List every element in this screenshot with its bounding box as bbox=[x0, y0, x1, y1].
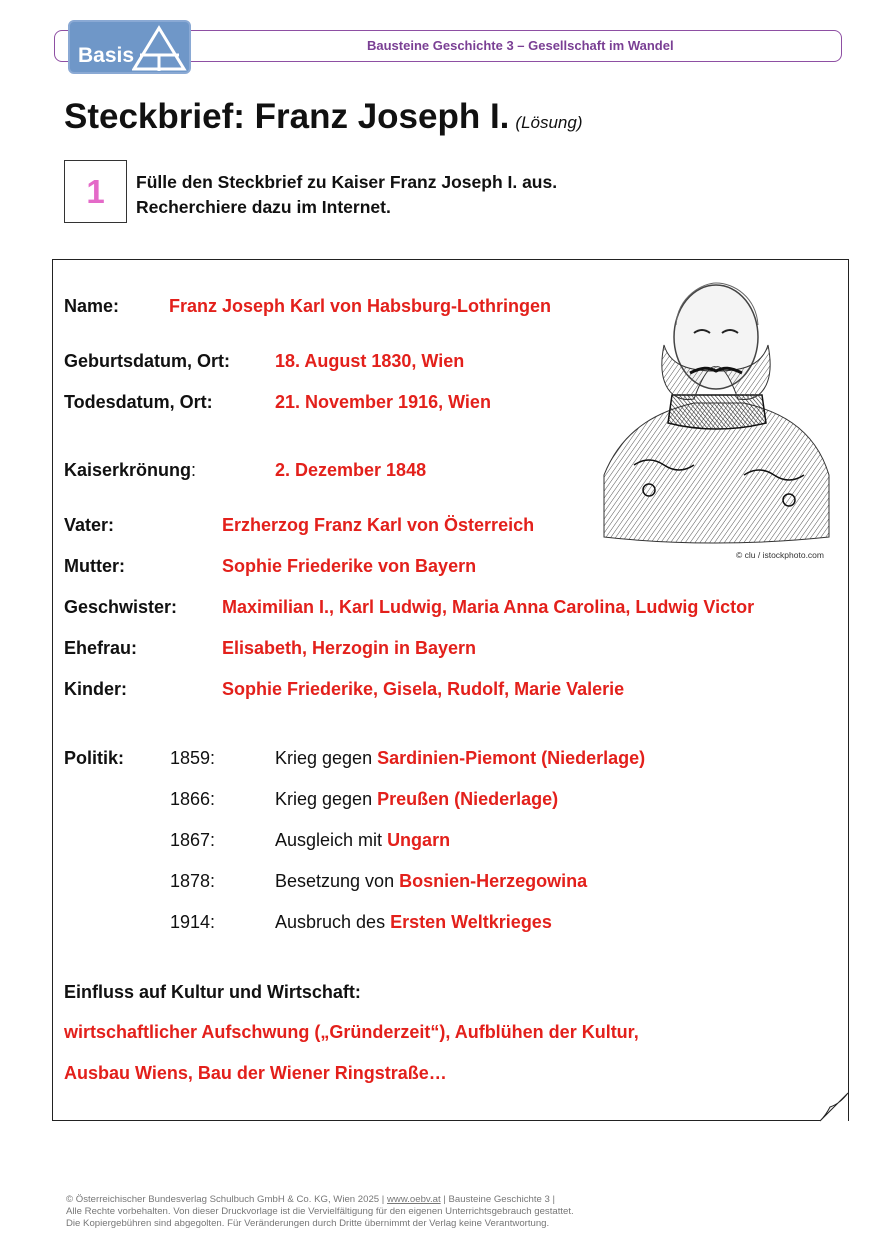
event-text: Ausgleich mit bbox=[275, 830, 383, 850]
influence-line-1: wirtschaftlicher Aufschwung („Gründerzeit“), Aufblühen der Kultur, bbox=[64, 1022, 639, 1042]
coronation-colon: : bbox=[191, 460, 197, 480]
footer-line-3: Die Kopiergebühren sind abgegolten. Für Veränderungen durch Dritte übernimmt der Verlag keine Verantwortung. bbox=[66, 1218, 550, 1229]
event-answer: Ersten Weltkrieges bbox=[390, 912, 552, 932]
basis-logo bbox=[68, 20, 191, 74]
event-year: 1866: bbox=[170, 789, 216, 809]
coronation-value: 2. Dezember 1848 bbox=[275, 460, 427, 480]
event-year: 1859: bbox=[170, 748, 216, 768]
name-label: Name: bbox=[64, 296, 120, 316]
image-credit: © clu / istockphoto.com bbox=[736, 550, 824, 560]
mother-value: Sophie Friederike von Bayern bbox=[222, 556, 477, 576]
wife-label: Ehefrau: bbox=[64, 638, 138, 658]
triangle-logo-icon bbox=[132, 25, 187, 71]
event-text: Besetzung von bbox=[275, 871, 395, 891]
event-answer: Preußen (Niederlage) bbox=[377, 789, 559, 809]
event-row bbox=[275, 748, 645, 769]
influence-line-2: Ausbau Wiens, Bau der Wiener Ringstraße… bbox=[64, 1063, 447, 1083]
birth-value: 18. August 1830, Wien bbox=[275, 351, 465, 371]
footer-series: | Bausteine Geschichte 3 | bbox=[443, 1194, 555, 1205]
task-line-1: Fülle den Steckbrief zu Kaiser Franz Joseph I. aus. bbox=[136, 172, 558, 192]
title-sub: (Lösung) bbox=[515, 113, 583, 132]
task-instruction bbox=[136, 170, 557, 220]
event-row bbox=[275, 830, 450, 851]
event-text: Krieg gegen bbox=[275, 748, 373, 768]
footer-line-1 bbox=[66, 1194, 574, 1206]
event-text: Krieg gegen bbox=[275, 789, 373, 809]
event-row bbox=[275, 912, 552, 933]
event-row bbox=[275, 871, 587, 892]
father-label: Vater: bbox=[64, 515, 115, 535]
event-year: 1878: bbox=[170, 871, 216, 891]
footer bbox=[66, 1194, 574, 1230]
portrait-franz-joseph bbox=[594, 275, 834, 545]
influence-label: Einfluss auf Kultur und Wirtschaft: bbox=[64, 982, 361, 1002]
coronation-label: Kaiserkrönung bbox=[64, 460, 192, 480]
name-value: Franz Joseph Karl von Habsburg-Lothringen bbox=[169, 296, 552, 316]
series-title: Bausteine Geschichte 3 – Gesellschaft im Wandel bbox=[367, 38, 674, 53]
task-line-2: Recherchiere dazu im Internet. bbox=[136, 197, 391, 217]
siblings-label: Geschwister: bbox=[64, 597, 178, 617]
footer-line-2: Alle Rechte vorbehalten. Von dieser Druckvorlage ist die Vervielfältigung für den eigenen Unterrichtsgebrauch gestattet. bbox=[66, 1206, 574, 1217]
event-year: 1867: bbox=[170, 830, 216, 850]
publisher-link[interactable]: www.oebv.at bbox=[386, 1194, 441, 1205]
event-year: 1914: bbox=[170, 912, 216, 932]
birth-label: Geburtsdatum, Ort: bbox=[64, 351, 231, 371]
wife-value: Elisabeth, Herzogin in Bayern bbox=[222, 638, 477, 658]
title-main: Steckbrief: Franz Joseph I. bbox=[64, 97, 510, 136]
death-label: Todesdatum, Ort: bbox=[64, 392, 213, 412]
footer-copyright: © Österreichischer Bundesverlag Schulbuch GmbH & Co. KG, Wien 2025 | bbox=[66, 1194, 385, 1205]
page-curl-icon bbox=[818, 1091, 850, 1123]
father-value: Erzherzog Franz Karl von Österreich bbox=[222, 515, 535, 535]
event-text: Ausbruch des bbox=[275, 912, 386, 932]
siblings-value: Maximilian I., Karl Ludwig, Maria Anna Carolina, Ludwig Victor bbox=[222, 597, 755, 617]
page-title bbox=[64, 97, 583, 137]
children-value: Sophie Friederike, Gisela, Rudolf, Marie Valerie bbox=[222, 679, 625, 699]
event-answer: Ungarn bbox=[387, 830, 451, 850]
politics-label: Politik: bbox=[64, 748, 125, 768]
children-label: Kinder: bbox=[64, 679, 127, 699]
task-number: 1 bbox=[64, 160, 127, 223]
event-answer: Sardinien-Piemont (Niederlage) bbox=[377, 748, 646, 768]
logo-text: Basis bbox=[78, 44, 135, 67]
event-answer: Bosnien-Herzegowina bbox=[399, 871, 588, 891]
mother-label: Mutter: bbox=[64, 556, 125, 576]
death-value: 21. November 1916, Wien bbox=[275, 392, 491, 412]
event-row bbox=[275, 789, 558, 810]
coronation-label-row bbox=[64, 460, 196, 481]
